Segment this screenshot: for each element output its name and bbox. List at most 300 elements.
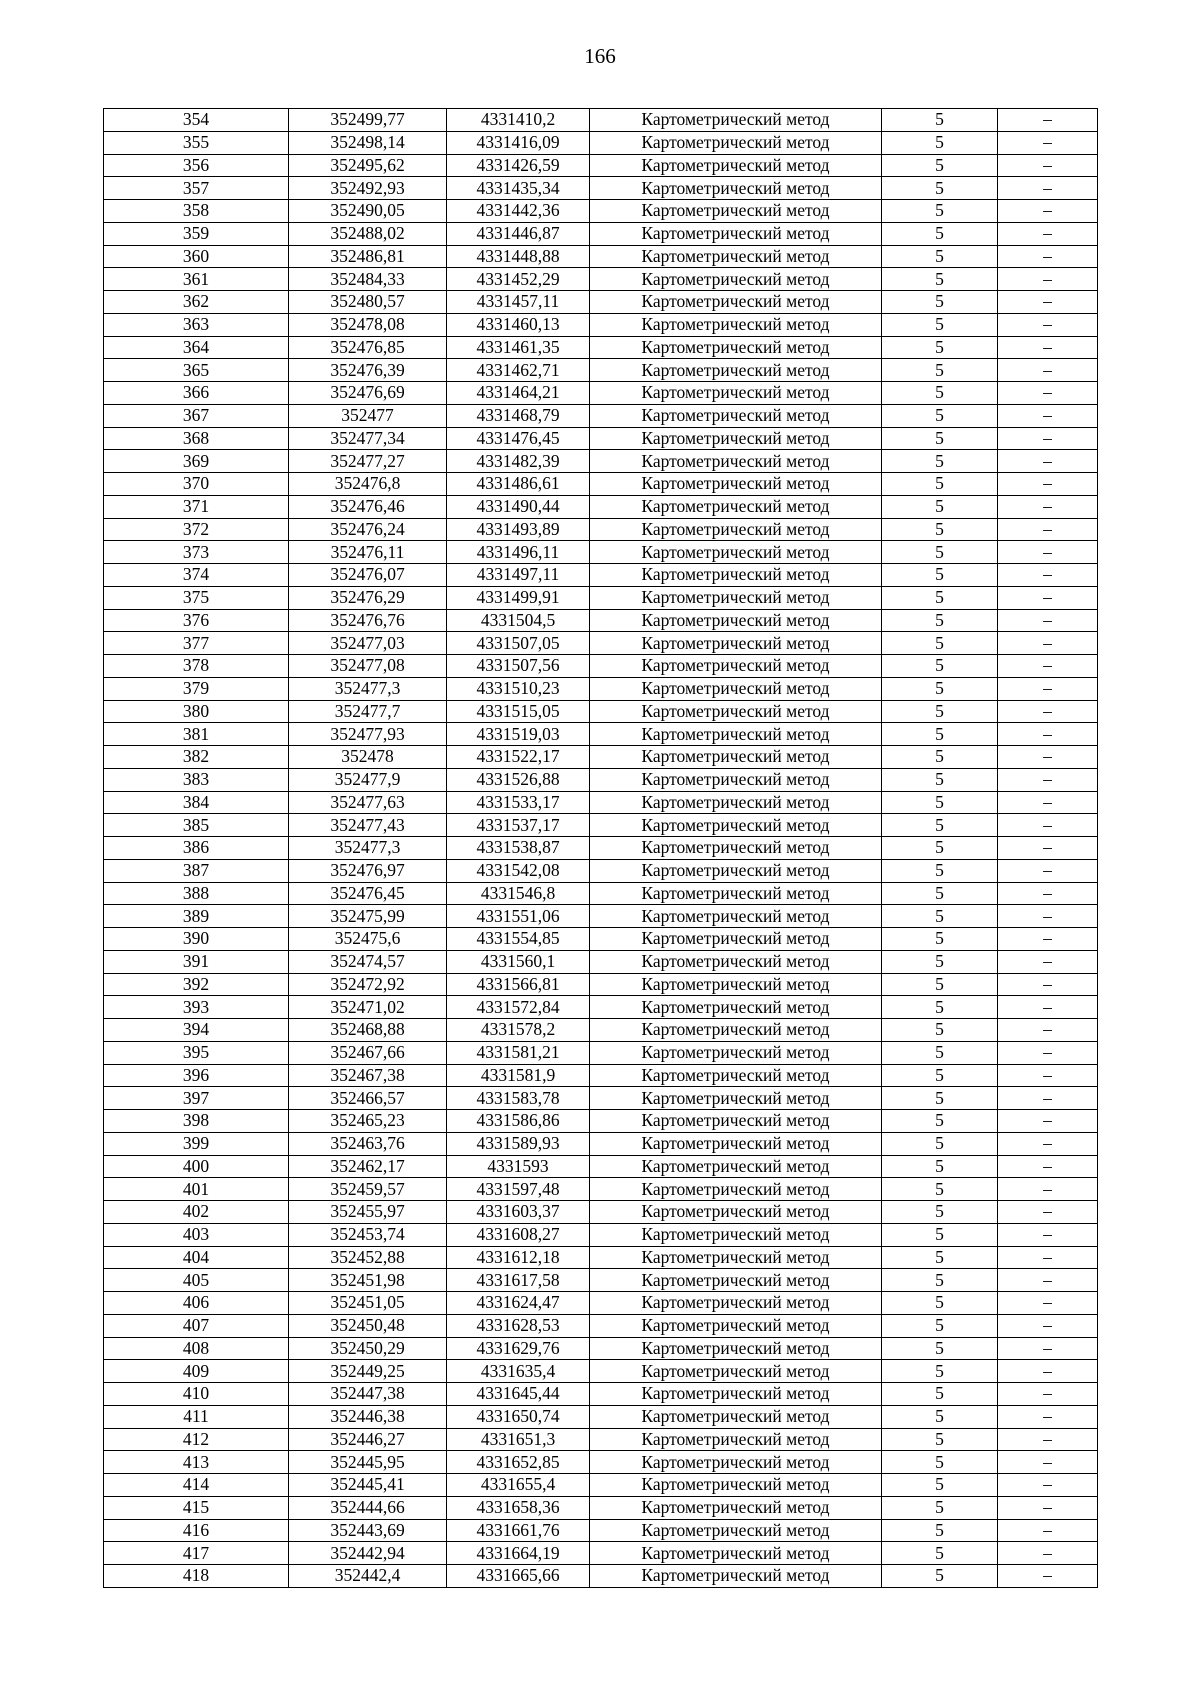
table-row [104, 268, 1098, 291]
x-coordinate-cell: 352444,66 [289, 1496, 447, 1519]
method-cell: Картометрический метод [590, 450, 882, 473]
x-coordinate-cell: 352451,05 [289, 1292, 447, 1315]
accuracy-cell: 5 [882, 1178, 998, 1201]
note-cell: – [998, 746, 1098, 769]
accuracy-cell: 5 [882, 1246, 998, 1269]
accuracy-cell: 5 [882, 222, 998, 245]
note-cell: – [998, 632, 1098, 655]
accuracy-cell: 5 [882, 336, 998, 359]
table-row [104, 177, 1098, 200]
table-row [104, 131, 1098, 154]
point-number-cell: 410 [104, 1383, 289, 1406]
note-cell: – [998, 1565, 1098, 1588]
point-number-cell: 379 [104, 677, 289, 700]
y-coordinate-cell: 4331612,18 [447, 1246, 590, 1269]
note-cell: – [998, 905, 1098, 928]
accuracy-cell: 5 [882, 1383, 998, 1406]
method-cell: Картометрический метод [590, 1201, 882, 1224]
y-coordinate-cell: 4331486,61 [447, 473, 590, 496]
point-number-cell: 356 [104, 154, 289, 177]
table-row [104, 882, 1098, 905]
method-cell: Картометрический метод [590, 1337, 882, 1360]
note-cell: – [998, 1383, 1098, 1406]
y-coordinate-cell: 4331658,36 [447, 1496, 590, 1519]
table-row [104, 1064, 1098, 1087]
accuracy-cell: 5 [882, 700, 998, 723]
accuracy-cell: 5 [882, 495, 998, 518]
point-number-cell: 365 [104, 359, 289, 382]
note-cell: – [998, 1519, 1098, 1542]
accuracy-cell: 5 [882, 427, 998, 450]
coordinates-table-body [104, 109, 1098, 1588]
point-number-cell: 370 [104, 473, 289, 496]
accuracy-cell: 5 [882, 1496, 998, 1519]
x-coordinate-cell: 352477,34 [289, 427, 447, 450]
point-number-cell: 399 [104, 1132, 289, 1155]
table-row [104, 928, 1098, 951]
method-cell: Картометрический метод [590, 586, 882, 609]
x-coordinate-cell: 352446,38 [289, 1405, 447, 1428]
y-coordinate-cell: 4331461,35 [447, 336, 590, 359]
table-row [104, 609, 1098, 632]
accuracy-cell: 5 [882, 1451, 998, 1474]
point-number-cell: 407 [104, 1314, 289, 1337]
point-number-cell: 414 [104, 1474, 289, 1497]
note-cell: – [998, 131, 1098, 154]
x-coordinate-cell: 352453,74 [289, 1223, 447, 1246]
accuracy-cell: 5 [882, 291, 998, 314]
y-coordinate-cell: 4331457,11 [447, 291, 590, 314]
note-cell: – [998, 882, 1098, 905]
y-coordinate-cell: 4331416,09 [447, 131, 590, 154]
y-coordinate-cell: 4331515,05 [447, 700, 590, 723]
x-coordinate-cell: 352451,98 [289, 1269, 447, 1292]
y-coordinate-cell: 4331635,4 [447, 1360, 590, 1383]
table-row [104, 473, 1098, 496]
accuracy-cell: 5 [882, 268, 998, 291]
coordinates-table [103, 108, 1098, 1588]
accuracy-cell: 5 [882, 791, 998, 814]
x-coordinate-cell: 352443,69 [289, 1519, 447, 1542]
accuracy-cell: 5 [882, 1428, 998, 1451]
table-row [104, 1360, 1098, 1383]
accuracy-cell: 5 [882, 950, 998, 973]
x-coordinate-cell: 352468,88 [289, 1019, 447, 1042]
x-coordinate-cell: 352466,57 [289, 1087, 447, 1110]
point-number-cell: 366 [104, 382, 289, 405]
method-cell: Картометрический метод [590, 1496, 882, 1519]
accuracy-cell: 5 [882, 609, 998, 632]
table-row [104, 791, 1098, 814]
accuracy-cell: 5 [882, 1132, 998, 1155]
method-cell: Картометрический метод [590, 1383, 882, 1406]
accuracy-cell: 5 [882, 404, 998, 427]
table-row [104, 1019, 1098, 1042]
y-coordinate-cell: 4331583,78 [447, 1087, 590, 1110]
point-number-cell: 364 [104, 336, 289, 359]
note-cell: – [998, 177, 1098, 200]
accuracy-cell: 5 [882, 1155, 998, 1178]
method-cell: Картометрический метод [590, 1087, 882, 1110]
x-coordinate-cell: 352442,4 [289, 1565, 447, 1588]
x-coordinate-cell: 352477,9 [289, 768, 447, 791]
point-number-cell: 409 [104, 1360, 289, 1383]
method-cell: Картометрический метод [590, 609, 882, 632]
table-row [104, 905, 1098, 928]
y-coordinate-cell: 4331462,71 [447, 359, 590, 382]
method-cell: Картометрический метод [590, 1132, 882, 1155]
note-cell: – [998, 1405, 1098, 1428]
method-cell: Картометрический метод [590, 928, 882, 951]
point-number-cell: 385 [104, 814, 289, 837]
point-number-cell: 363 [104, 313, 289, 336]
note-cell: – [998, 154, 1098, 177]
x-coordinate-cell: 352495,62 [289, 154, 447, 177]
accuracy-cell: 5 [882, 814, 998, 837]
point-number-cell: 408 [104, 1337, 289, 1360]
point-number-cell: 384 [104, 791, 289, 814]
note-cell: – [998, 1451, 1098, 1474]
x-coordinate-cell: 352476,11 [289, 541, 447, 564]
y-coordinate-cell: 4331650,74 [447, 1405, 590, 1428]
point-number-cell: 418 [104, 1565, 289, 1588]
accuracy-cell: 5 [882, 564, 998, 587]
y-coordinate-cell: 4331468,79 [447, 404, 590, 427]
x-coordinate-cell: 352475,99 [289, 905, 447, 928]
note-cell: – [998, 518, 1098, 541]
point-number-cell: 380 [104, 700, 289, 723]
note-cell: – [998, 1201, 1098, 1224]
point-number-cell: 374 [104, 564, 289, 587]
table-row [104, 814, 1098, 837]
accuracy-cell: 5 [882, 1110, 998, 1133]
x-coordinate-cell: 352478,08 [289, 313, 447, 336]
method-cell: Картометрический метод [590, 427, 882, 450]
table-row [104, 427, 1098, 450]
point-number-cell: 360 [104, 245, 289, 268]
method-cell: Картометрический метод [590, 723, 882, 746]
y-coordinate-cell: 4331510,23 [447, 677, 590, 700]
table-row [104, 700, 1098, 723]
point-number-cell: 397 [104, 1087, 289, 1110]
note-cell: – [998, 1428, 1098, 1451]
x-coordinate-cell: 352480,57 [289, 291, 447, 314]
accuracy-cell: 5 [882, 837, 998, 860]
x-coordinate-cell: 352445,41 [289, 1474, 447, 1497]
y-coordinate-cell: 4331542,08 [447, 859, 590, 882]
x-coordinate-cell: 352445,95 [289, 1451, 447, 1474]
accuracy-cell: 5 [882, 655, 998, 678]
x-coordinate-cell: 352484,33 [289, 268, 447, 291]
point-number-cell: 398 [104, 1110, 289, 1133]
y-coordinate-cell: 4331442,36 [447, 200, 590, 223]
y-coordinate-cell: 4331464,21 [447, 382, 590, 405]
method-cell: Картометрический метод [590, 1565, 882, 1588]
accuracy-cell: 5 [882, 1064, 998, 1087]
note-cell: – [998, 495, 1098, 518]
point-number-cell: 375 [104, 586, 289, 609]
point-number-cell: 354 [104, 109, 289, 132]
accuracy-cell: 5 [882, 632, 998, 655]
y-coordinate-cell: 4331507,56 [447, 655, 590, 678]
method-cell: Картометрический метод [590, 1314, 882, 1337]
point-number-cell: 371 [104, 495, 289, 518]
method-cell: Картометрический метод [590, 268, 882, 291]
y-coordinate-cell: 4331581,9 [447, 1064, 590, 1087]
y-coordinate-cell: 4331504,5 [447, 609, 590, 632]
method-cell: Картометрический метод [590, 1519, 882, 1542]
method-cell: Картометрический метод [590, 905, 882, 928]
note-cell: – [998, 359, 1098, 382]
accuracy-cell: 5 [882, 154, 998, 177]
x-coordinate-cell: 352475,6 [289, 928, 447, 951]
y-coordinate-cell: 4331460,13 [447, 313, 590, 336]
y-coordinate-cell: 4331426,59 [447, 154, 590, 177]
accuracy-cell: 5 [882, 1405, 998, 1428]
accuracy-cell: 5 [882, 1314, 998, 1337]
point-number-cell: 383 [104, 768, 289, 791]
x-coordinate-cell: 352492,93 [289, 177, 447, 200]
table-row [104, 404, 1098, 427]
table-row [104, 1474, 1098, 1497]
point-number-cell: 373 [104, 541, 289, 564]
point-number-cell: 392 [104, 973, 289, 996]
method-cell: Картометрический метод [590, 495, 882, 518]
accuracy-cell: 5 [882, 1269, 998, 1292]
note-cell: – [998, 1496, 1098, 1519]
x-coordinate-cell: 352476,8 [289, 473, 447, 496]
x-coordinate-cell: 352462,17 [289, 1155, 447, 1178]
x-coordinate-cell: 352476,76 [289, 609, 447, 632]
point-number-cell: 358 [104, 200, 289, 223]
note-cell: – [998, 1132, 1098, 1155]
y-coordinate-cell: 4331554,85 [447, 928, 590, 951]
y-coordinate-cell: 4331507,05 [447, 632, 590, 655]
note-cell: – [998, 950, 1098, 973]
method-cell: Картометрический метод [590, 222, 882, 245]
method-cell: Картометрический метод [590, 950, 882, 973]
table-row [104, 1269, 1098, 1292]
y-coordinate-cell: 4331537,17 [447, 814, 590, 837]
note-cell: – [998, 1337, 1098, 1360]
table-row [104, 1201, 1098, 1224]
accuracy-cell: 5 [882, 109, 998, 132]
accuracy-cell: 5 [882, 518, 998, 541]
point-number-cell: 372 [104, 518, 289, 541]
table-row [104, 1519, 1098, 1542]
point-number-cell: 404 [104, 1246, 289, 1269]
method-cell: Картометрический метод [590, 1428, 882, 1451]
y-coordinate-cell: 4331560,1 [447, 950, 590, 973]
accuracy-cell: 5 [882, 450, 998, 473]
accuracy-cell: 5 [882, 541, 998, 564]
note-cell: – [998, 1474, 1098, 1497]
table-row [104, 450, 1098, 473]
x-coordinate-cell: 352463,76 [289, 1132, 447, 1155]
x-coordinate-cell: 352452,88 [289, 1246, 447, 1269]
method-cell: Картометрический метод [590, 291, 882, 314]
y-coordinate-cell: 4331589,93 [447, 1132, 590, 1155]
x-coordinate-cell: 352486,81 [289, 245, 447, 268]
method-cell: Картометрический метод [590, 814, 882, 837]
note-cell: – [998, 655, 1098, 678]
table-row [104, 1155, 1098, 1178]
point-number-cell: 377 [104, 632, 289, 655]
method-cell: Картометрический метод [590, 245, 882, 268]
accuracy-cell: 5 [882, 723, 998, 746]
note-cell: – [998, 109, 1098, 132]
y-coordinate-cell: 4331664,19 [447, 1542, 590, 1565]
accuracy-cell: 5 [882, 473, 998, 496]
accuracy-cell: 5 [882, 586, 998, 609]
y-coordinate-cell: 4331603,37 [447, 1201, 590, 1224]
x-coordinate-cell: 352476,24 [289, 518, 447, 541]
method-cell: Картометрический метод [590, 518, 882, 541]
method-cell: Картометрический метод [590, 996, 882, 1019]
method-cell: Картометрический метод [590, 1405, 882, 1428]
table-row [104, 109, 1098, 132]
accuracy-cell: 5 [882, 177, 998, 200]
note-cell: – [998, 200, 1098, 223]
table-row [104, 1246, 1098, 1269]
point-number-cell: 411 [104, 1405, 289, 1428]
table-row [104, 632, 1098, 655]
accuracy-cell: 5 [882, 882, 998, 905]
table-row [104, 1132, 1098, 1155]
method-cell: Картометрический метод [590, 1223, 882, 1246]
accuracy-cell: 5 [882, 200, 998, 223]
accuracy-cell: 5 [882, 1041, 998, 1064]
y-coordinate-cell: 4331497,11 [447, 564, 590, 587]
point-number-cell: 369 [104, 450, 289, 473]
method-cell: Картометрический метод [590, 1178, 882, 1201]
accuracy-cell: 5 [882, 382, 998, 405]
table-row [104, 746, 1098, 769]
note-cell: – [998, 586, 1098, 609]
table-row [104, 768, 1098, 791]
x-coordinate-cell: 352467,38 [289, 1064, 447, 1087]
method-cell: Картометрический метод [590, 541, 882, 564]
accuracy-cell: 5 [882, 1542, 998, 1565]
note-cell: – [998, 222, 1098, 245]
y-coordinate-cell: 4331593 [447, 1155, 590, 1178]
method-cell: Картометрический метод [590, 973, 882, 996]
x-coordinate-cell: 352446,27 [289, 1428, 447, 1451]
table-row [104, 245, 1098, 268]
note-cell: – [998, 677, 1098, 700]
accuracy-cell: 5 [882, 1565, 998, 1588]
y-coordinate-cell: 4331566,81 [447, 973, 590, 996]
method-cell: Картометрический метод [590, 677, 882, 700]
y-coordinate-cell: 4331496,11 [447, 541, 590, 564]
note-cell: – [998, 768, 1098, 791]
note-cell: – [998, 1246, 1098, 1269]
note-cell: – [998, 814, 1098, 837]
note-cell: – [998, 450, 1098, 473]
method-cell: Картометрический метод [590, 1246, 882, 1269]
accuracy-cell: 5 [882, 996, 998, 1019]
note-cell: – [998, 1110, 1098, 1133]
accuracy-cell: 5 [882, 1019, 998, 1042]
point-number-cell: 415 [104, 1496, 289, 1519]
table-row [104, 291, 1098, 314]
x-coordinate-cell: 352455,97 [289, 1201, 447, 1224]
y-coordinate-cell: 4331446,87 [447, 222, 590, 245]
method-cell: Картометрический метод [590, 1110, 882, 1133]
point-number-cell: 376 [104, 609, 289, 632]
x-coordinate-cell: 352476,45 [289, 882, 447, 905]
x-coordinate-cell: 352474,57 [289, 950, 447, 973]
table-row [104, 1428, 1098, 1451]
note-cell: – [998, 791, 1098, 814]
point-number-cell: 390 [104, 928, 289, 951]
point-number-cell: 378 [104, 655, 289, 678]
note-cell: – [998, 723, 1098, 746]
note-cell: – [998, 973, 1098, 996]
y-coordinate-cell: 4331608,27 [447, 1223, 590, 1246]
method-cell: Картометрический метод [590, 1542, 882, 1565]
note-cell: – [998, 1314, 1098, 1337]
y-coordinate-cell: 4331499,91 [447, 586, 590, 609]
accuracy-cell: 5 [882, 245, 998, 268]
note-cell: – [998, 313, 1098, 336]
note-cell: – [998, 1019, 1098, 1042]
method-cell: Картометрический метод [590, 313, 882, 336]
point-number-cell: 416 [104, 1519, 289, 1542]
point-number-cell: 382 [104, 746, 289, 769]
method-cell: Картометрический метод [590, 109, 882, 132]
table-row [104, 655, 1098, 678]
y-coordinate-cell: 4331538,87 [447, 837, 590, 860]
method-cell: Картометрический метод [590, 1041, 882, 1064]
accuracy-cell: 5 [882, 313, 998, 336]
accuracy-cell: 5 [882, 928, 998, 951]
x-coordinate-cell: 352459,57 [289, 1178, 447, 1201]
method-cell: Картометрический метод [590, 564, 882, 587]
x-coordinate-cell: 352476,29 [289, 586, 447, 609]
accuracy-cell: 5 [882, 1519, 998, 1542]
table-row [104, 1337, 1098, 1360]
x-coordinate-cell: 352477,43 [289, 814, 447, 837]
note-cell: – [998, 1178, 1098, 1201]
point-number-cell: 388 [104, 882, 289, 905]
note-cell: – [998, 404, 1098, 427]
method-cell: Картометрический метод [590, 768, 882, 791]
accuracy-cell: 5 [882, 1292, 998, 1315]
point-number-cell: 403 [104, 1223, 289, 1246]
x-coordinate-cell: 352477,3 [289, 837, 447, 860]
point-number-cell: 361 [104, 268, 289, 291]
note-cell: – [998, 996, 1098, 1019]
note-cell: – [998, 928, 1098, 951]
note-cell: – [998, 245, 1098, 268]
accuracy-cell: 5 [882, 768, 998, 791]
method-cell: Картометрический метод [590, 177, 882, 200]
table-row [104, 1565, 1098, 1588]
point-number-cell: 405 [104, 1269, 289, 1292]
note-cell: – [998, 336, 1098, 359]
note-cell: – [998, 1087, 1098, 1110]
table-row [104, 1178, 1098, 1201]
note-cell: – [998, 1041, 1098, 1064]
point-number-cell: 387 [104, 859, 289, 882]
method-cell: Картометрический метод [590, 700, 882, 723]
table-row [104, 586, 1098, 609]
accuracy-cell: 5 [882, 859, 998, 882]
x-coordinate-cell: 352447,38 [289, 1383, 447, 1406]
x-coordinate-cell: 352476,69 [289, 382, 447, 405]
y-coordinate-cell: 4331624,47 [447, 1292, 590, 1315]
